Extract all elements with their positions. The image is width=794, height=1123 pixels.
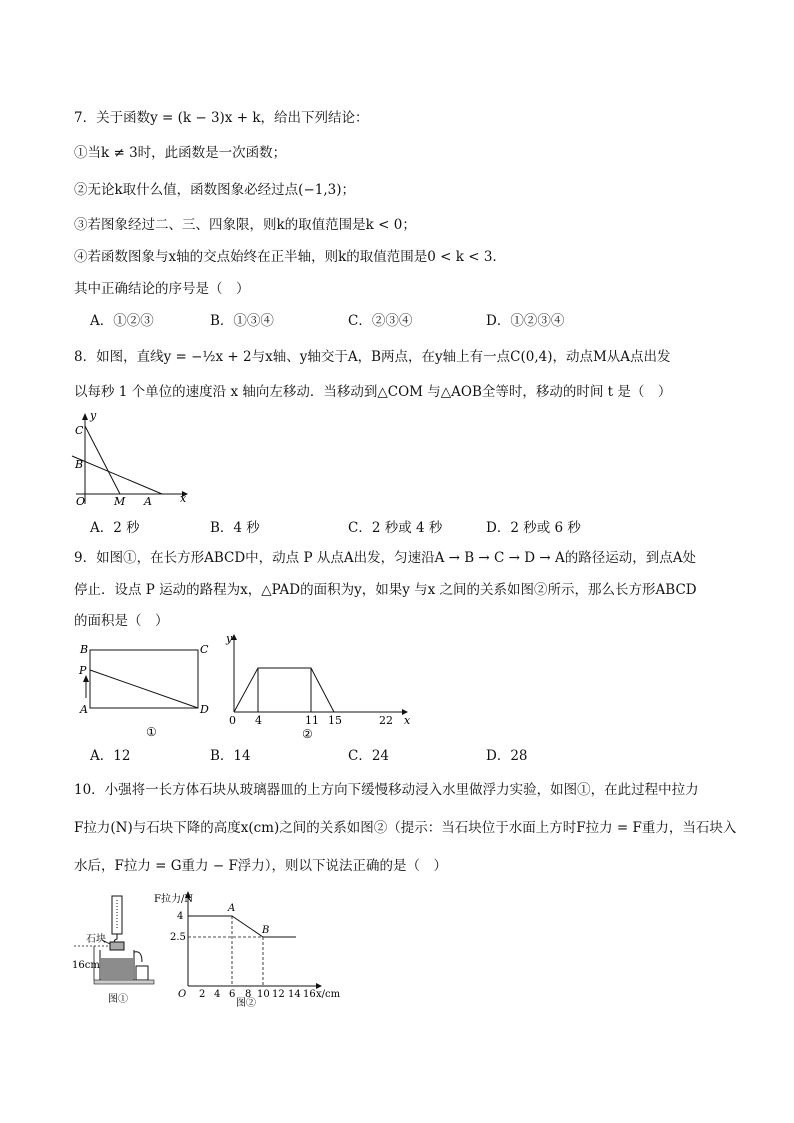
overflow-spout — [134, 952, 142, 962]
q8-y-arrow — [82, 413, 88, 420]
q8-option-c[interactable]: C．2 秒或 4 秒 — [348, 520, 443, 536]
depth-label: 16cm — [72, 960, 100, 971]
q10-fig2-xlabel: x/cm — [316, 989, 341, 1000]
q9-option-b[interactable]: B．14 — [210, 748, 251, 764]
overflow-cup — [136, 966, 148, 980]
q7-option-d[interactable]: D．①②③④ — [486, 313, 565, 329]
q10-ytick-4: 4 — [177, 911, 184, 922]
q10-line-2: F拉力(N)与石块下降的高度x(cm)之间的关系如图②（提示：当石块位于水面上方时F拉力 = F重力，当石块入 — [74, 820, 737, 836]
q9-label-d: D — [200, 703, 209, 716]
q9-option-c[interactable]: C．24 — [348, 748, 390, 764]
q10-xtick-4: 4 — [214, 989, 221, 1000]
q7-conclusion-2: ②无论k取什么值，函数图象必经过点(−1,3)； — [74, 182, 355, 198]
q8-label-o: O — [76, 495, 86, 508]
q9-option-a[interactable]: A．12 — [90, 748, 131, 764]
q7-conclusion-3: ③若图象经过二、三、四象限，则k的取值范围是k < 0； — [74, 217, 416, 233]
q10-xtick-16: 16 — [303, 989, 316, 1000]
q9-tick-22: 22 — [379, 714, 393, 727]
q9-fig2-label-x: x — [404, 714, 411, 727]
table-surface — [94, 980, 154, 984]
q9-label-p: P — [79, 664, 87, 677]
q10-point-b: B — [262, 925, 270, 936]
q8-figure — [70, 408, 200, 508]
q8-label-c: C — [75, 424, 84, 437]
q7-option-a[interactable]: A．①②③ — [90, 313, 154, 329]
q10-fig2-origin: O — [178, 989, 187, 1000]
q7-stem: 7．关于函数y = (k − 3)x + k，给出下列结论： — [74, 110, 369, 126]
q7-option-b[interactable]: B．①③④ — [210, 313, 274, 329]
q9-line-3: 的面积是（ ） — [74, 613, 169, 629]
stone-block — [110, 942, 124, 950]
q9-line-2: 停止．设点 P 运动的路程为x，△PAD的面积为y，如果y 与x 之间的关系如图②所示，那么长方形ABCD — [74, 582, 697, 598]
q8-segment-cm — [85, 426, 120, 494]
q9-figure-1 — [78, 638, 216, 742]
q10-figure-1 — [72, 890, 160, 1008]
q9-tick-11: 11 — [305, 714, 319, 727]
q9-segment-pd — [90, 670, 198, 708]
q10-xtick-8: 8 — [245, 989, 252, 1000]
q10-fig2-ylabel: F拉力/N — [154, 894, 194, 905]
q9-label-a: A — [80, 703, 88, 716]
q10-xtick-6: 6 — [229, 989, 236, 1000]
q8-label-x: x — [180, 492, 187, 505]
q7-option-c[interactable]: C．②③④ — [348, 313, 413, 329]
q10-xtick-2: 2 — [199, 989, 206, 1000]
q8-option-a[interactable]: A．2 秒 — [90, 520, 140, 536]
q10-force-graph — [188, 916, 296, 937]
q8-line-2: 以每秒 1 个单位的速度沿 x 轴向左移动．当移动到△COM 与△AOB全等时，移动的时间 t 是（ ） — [74, 384, 672, 400]
q10-ytick-2-5: 2.5 — [170, 932, 186, 943]
q8-label-a: A — [144, 495, 152, 508]
q9-label-c: C — [200, 643, 209, 656]
water-body — [101, 958, 133, 979]
q9-tick-15: 15 — [328, 714, 342, 727]
q8-option-d[interactable]: D．2 秒或 6 秒 — [486, 520, 581, 536]
q9-tick-0: 0 — [229, 714, 236, 727]
q10-line-1: 10．小强将一长方体石块从玻璃器皿的上方向下缓慢移动浸入水里做浮力实验，如图①，在此过程中拉力 — [74, 782, 699, 798]
q10-point-a: A — [228, 903, 236, 914]
q8-option-b[interactable]: B．4 秒 — [210, 520, 260, 536]
q9-fig2-label-y: y — [226, 632, 233, 645]
q9-figure-2 — [224, 632, 416, 742]
q9-caption-1: ① — [146, 725, 157, 739]
q9-area-graph — [234, 668, 334, 712]
q10-caption-1: 图① — [108, 994, 128, 1005]
q7-conclusion-4: ④若函数图象与x轴的交点始终在正半轴，则k的取值范围是0 < k < 3． — [74, 249, 506, 265]
q10-xtick-14: 14 — [288, 989, 301, 1000]
q10-line-3: 水后，F拉力 = G重力 − F浮力），则以下说法正确的是（ ） — [74, 858, 448, 874]
q10-caption-2: 图② — [236, 998, 256, 1008]
q7-conclusion-1: ①当k ≠ 3时，此函数是一次函数； — [74, 145, 287, 161]
q8-label-b: B — [75, 458, 84, 471]
q10-xtick-12: 12 — [272, 989, 285, 1000]
q9-caption-2: ② — [302, 727, 313, 741]
q8-label-y: y — [90, 409, 97, 422]
q9-label-b: B — [80, 643, 89, 656]
q9-line-1: 9．如图①，在长方形ABCD中，动点 P 从点A出发，匀速沿A → B → C → D → A的路径运动，到点A处 — [74, 550, 696, 566]
stone-label: 石块 — [86, 934, 106, 945]
q10-figure-2 — [150, 886, 350, 1008]
q10-xtick-10: 10 — [257, 989, 270, 1000]
q7-ask: 其中正确结论的序号是（ ） — [74, 281, 250, 297]
q9-rectangle-abcd — [90, 650, 198, 708]
q9-option-d[interactable]: D．28 — [486, 748, 528, 764]
q8-label-m: M — [114, 495, 126, 508]
q9-tick-4: 4 — [255, 714, 262, 727]
q8-line-1: 8．如图，直线y = −½x + 2与x轴、y轴交于A，B两点，在y轴上有一点C(0,4)，动点M从A点出发 — [74, 349, 671, 365]
